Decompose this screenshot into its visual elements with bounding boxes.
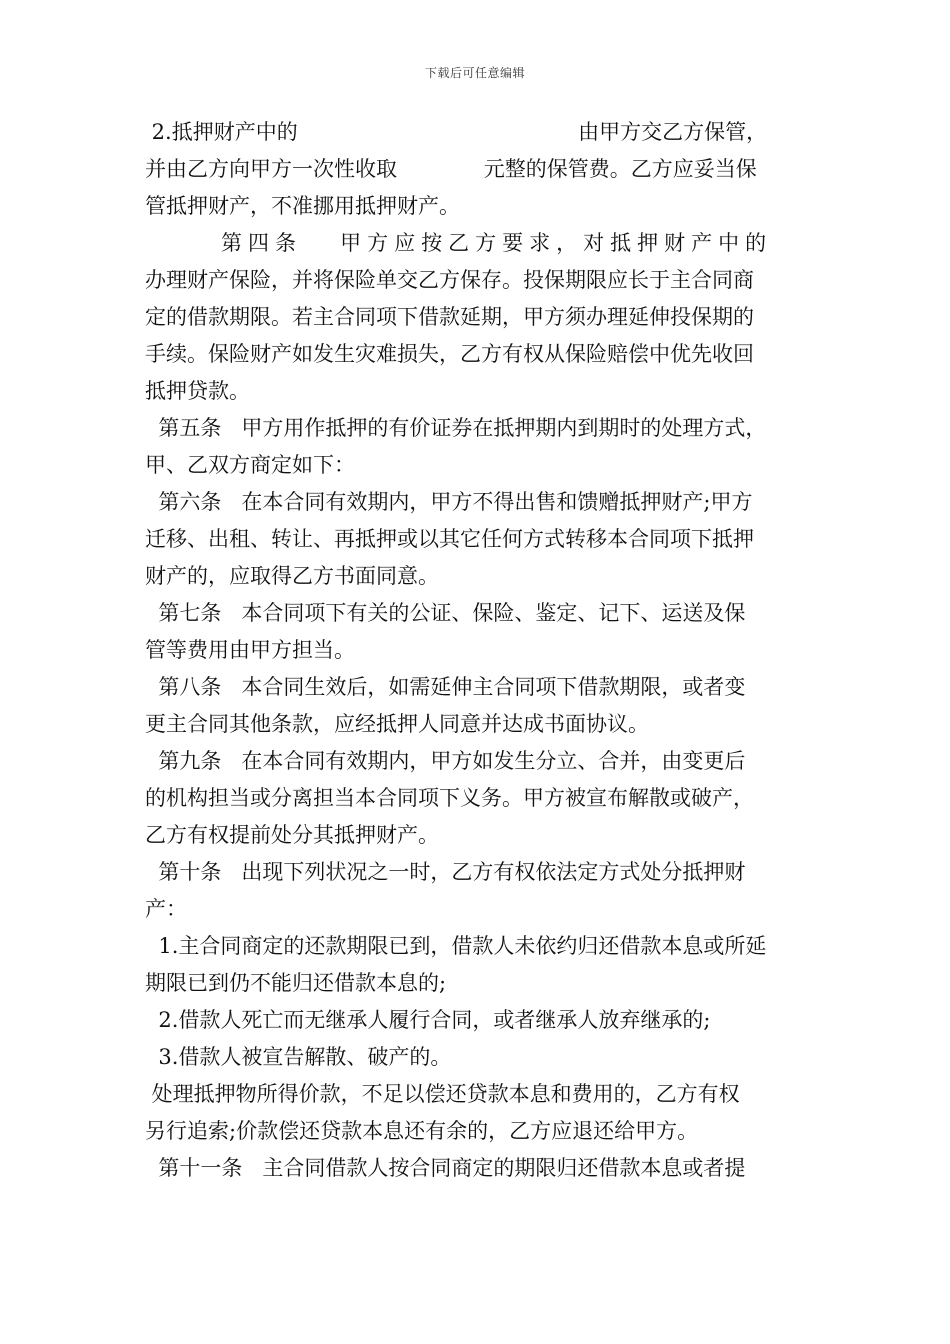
- text-line: 第七条 本合同项下有关的公证、保险、鉴定、记下、运送及保: [145, 601, 746, 625]
- text-line: 第十一条 主合同借款人按合同商定的期限归还借款本息或者提: [145, 1156, 746, 1180]
- text-line: 另行追索;价款偿还贷款本息还有余的，乙方应退还给甲方。: [145, 1119, 699, 1143]
- text-line: 期限已到仍不能归还借款本息的;: [145, 971, 447, 995]
- text-line: 2.抵押财产中的 由甲方交乙方保管，: [145, 120, 768, 144]
- text-line: 甲、乙双方商定如下：: [145, 453, 355, 477]
- page-header: 下载后可任意编辑: [424, 66, 525, 80]
- text-line: 管等费用由甲方担当。: [145, 638, 355, 662]
- text-line: 第十条 出现下列状况之一时，乙方有权依法定方式处分抵押财: [145, 860, 746, 884]
- text-line: 3.借款人被宣告解散、破产的。: [145, 1045, 452, 1069]
- text-line: 更主合同其他条款，应经抵押人同意并达成书面协议。: [145, 712, 649, 736]
- text-line: 第六条 在本合同有效期内，甲方不得出售和馈赠抵押财产;甲方: [145, 490, 753, 514]
- text-line: 办理财产保险，并将保险单交乙方保存。投保期限应长于主合同商: [145, 268, 754, 292]
- text-line: 并由乙方向甲方一次性收取 元整的保管费。乙方应妥当保: [145, 157, 757, 181]
- text-line: 迁移、出租、转让、再抵押或以其它任何方式转移本合同项下抵押: [145, 527, 754, 551]
- text-line: 处理抵押物所得价款，不足以偿还贷款本息和费用的，乙方有权: [145, 1082, 740, 1106]
- text-line: 抵押贷款。: [145, 379, 250, 403]
- text-line: 产：: [145, 897, 187, 921]
- text-line: 手续。保险财产如发生灾难损失，乙方有权从保险赔偿中优先收回: [145, 342, 754, 366]
- text-line: 第八条 本合同生效后，如需延伸主合同项下借款期限，或者变: [145, 675, 746, 699]
- text-line: 第五条 甲方用作抵押的有价证券在抵押期内到期时的处理方式，: [145, 416, 767, 440]
- text-line: 第九条 在本合同有效期内，甲方如发生分立、合并，由变更后: [145, 749, 746, 773]
- text-line: 定的借款期限。若主合同项下借款延期，甲方须办理延伸投保期的: [145, 305, 754, 329]
- text-line: 财产的，应取得乙方书面同意。: [145, 564, 439, 588]
- text-line: 乙方有权提前处分其抵押财产。: [145, 823, 439, 847]
- text-line: 的机构担当或分离担当本合同项下义务。甲方被宣布解散或破产，: [145, 786, 754, 810]
- document-body: [145, 114, 810, 1187]
- text-line: 2.借款人死亡而无继承人履行合同，或者继承人放弃继承的;: [145, 1008, 711, 1032]
- text-line: 1.主合同商定的还款期限已到，借款人未依约归还借款本息或所延: [145, 934, 767, 958]
- text-line: 第四条 甲方应按乙方要求，对抵押财产中的: [145, 231, 773, 255]
- text-line: 管抵押财产，不准挪用抵押财产。: [145, 194, 460, 218]
